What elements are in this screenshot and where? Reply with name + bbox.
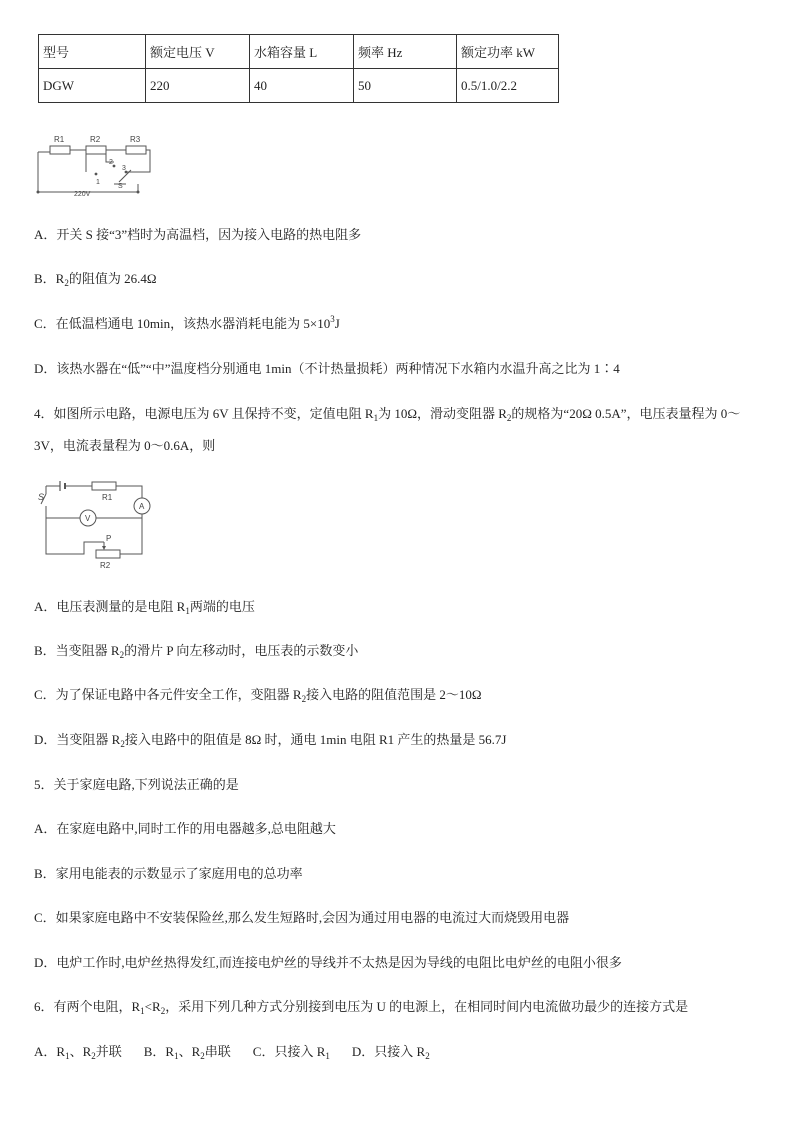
q6-option-a (34, 1044, 122, 1059)
q4-stem-sub: 2 (506, 413, 512, 423)
q4-option-d-post: 接入电路中的阻值是 8Ω 时，通电 1min 电阻 R1 产生的热量是 56.7J (124, 732, 507, 747)
q3-option-c-pre: C．在低温档通电 10min，该热水器消耗电能为 5×10 (34, 316, 331, 331)
table-row (39, 69, 559, 103)
q5-stem: 5．关于家庭电路,下列说法正确的是 (34, 777, 239, 792)
table-header-cell: 型号 (39, 35, 146, 69)
q4-option-a-post: 两端的电压 (189, 599, 255, 614)
table-cell: 50 (354, 69, 457, 103)
q4-option-c-post: 接入电路的阻值范围是 2～10Ω (306, 687, 482, 702)
circuit-diagram-rheostat (36, 478, 158, 572)
q3-option-c-sup: 3 (330, 314, 335, 324)
r1-label: R1 (102, 493, 113, 502)
q6-option-a-mid: 、R (69, 1044, 92, 1059)
q4-option-d-sub: 2 (120, 739, 125, 749)
r1-label: R1 (54, 135, 65, 144)
table-cell: 40 (250, 69, 354, 103)
q6-option-c-pre: C．只接入 R (252, 1044, 326, 1059)
q3-option-b-post: 的阻值为 26.4Ω (68, 271, 157, 286)
q6-stem-part: ，采用下列几种方式分别接到电压为 U 的电源上，在相同时间内电流做功最少的连接方式是 (165, 999, 689, 1014)
q6-option-c-sub: 1 (325, 1051, 330, 1061)
table-cell: DGW (39, 69, 146, 103)
q6-option-b-pre: B．R (143, 1044, 175, 1059)
q4-option-b-pre: B．当变阻器 R (34, 643, 120, 658)
q6-option-d (352, 1044, 430, 1059)
q3-option-a: A．开关 S 接“3”档时为高温档，因为接入电路的热电阻多 (34, 227, 362, 242)
table-header-cell: 额定功率 kW (457, 35, 559, 69)
voltage-label: 220V (74, 191, 91, 198)
q6-option-b (144, 1044, 231, 1059)
q4-option-a (34, 598, 255, 616)
q4-option-a-pre: A．电压表测量的是电阻 R (34, 599, 186, 614)
q6-option-a-sub: 1 (65, 1051, 70, 1061)
q4-option-d (34, 731, 506, 749)
q5-option-c: C．如果家庭电路中不安装保险丝,那么发生短路时,会因为通过用电器的电流过大而烧毁用电器 (34, 910, 570, 925)
q4-stem (34, 398, 764, 462)
r2-label: R2 (100, 561, 111, 570)
voltmeter-icon: V (85, 514, 91, 523)
switch-label: S (118, 183, 123, 190)
q3-option-c (34, 315, 340, 333)
slider-p-label: P (106, 534, 112, 543)
q5-option-d: D．电炉工作时,电炉丝热得发红,而连接电炉丝的导线并不太热是因为导线的电阻比电炉丝的电阻小很多 (34, 955, 622, 970)
q6-stem-part: 6．有两个电阻，R (34, 999, 141, 1014)
ammeter-icon: A (139, 502, 145, 511)
q3-option-c-post: J (334, 316, 340, 331)
q4-option-c-pre: C．为了保证电路中各元件安全工作，变阻器 R (34, 687, 302, 702)
q4-option-d-pre: D．当变阻器 R (34, 732, 121, 747)
q4-stem-sub: 1 (373, 413, 379, 423)
q3-option-d: D．该热水器在“低”“中”温度档分别通电 1min（不计热量损耗）两种情况下水箱内水温升高之比为 1∶4 (34, 361, 620, 376)
q6-option-a-post: 并联 (95, 1044, 122, 1059)
q4-option-b-post: 的滑片 P 向左移动时，电压表的示数变小 (124, 643, 359, 658)
table-header-cell: 水箱容量 L (250, 35, 354, 69)
circuit-diagram-heater (34, 126, 156, 198)
q6-options (34, 1043, 430, 1061)
q6-stem-sub: 2 (160, 1006, 166, 1016)
q3-option-b (34, 270, 157, 288)
q4-option-b-sub: 2 (119, 650, 125, 660)
terminal-1-label: 1 (96, 179, 100, 186)
table-header-row (39, 35, 559, 69)
r2-label: R2 (90, 135, 101, 144)
q4-option-c-sub: 2 (301, 694, 307, 704)
r3-label: R3 (130, 135, 141, 144)
q6-option-a-pre: A．R (34, 1044, 66, 1059)
q6-option-d-pre: D．只接入 R (351, 1044, 426, 1059)
terminal-3-label: 3 (122, 165, 126, 172)
terminal-2-label: 2 (109, 159, 113, 166)
q6-option-b-sub: 2 (200, 1051, 205, 1061)
table-header-cell: 额定电压 V (146, 35, 250, 69)
q6-option-b-post: 串联 (204, 1044, 231, 1059)
q6-stem-part: <R (144, 999, 161, 1014)
q4-stem-part: 4．如图所示电路，电源电压为 6V 且保持不变，定值电阻 R (34, 406, 374, 421)
spec-table (38, 34, 559, 103)
table-header-cell: 频率 Hz (354, 35, 457, 69)
q6-stem-sub: 1 (140, 1006, 145, 1016)
q4-option-b (34, 642, 358, 660)
q4-option-c (34, 686, 482, 704)
q4-stem-part: 为 10Ω，滑动变阻器 R (378, 406, 507, 421)
q6-option-b-sub: 1 (174, 1051, 179, 1061)
q6-stem (34, 998, 688, 1016)
q3-option-b-pre: B．R (34, 271, 65, 286)
q4-stem-part: 的规格为“20Ω 0.5A”，电压表量程为 0～3V，电流表量程为 0～0.6A，则 (34, 406, 741, 453)
q5-option-b: B．家用电能表的示数显示了家庭用电的总功率 (34, 866, 303, 881)
table-cell: 0.5/1.0/2.2 (457, 69, 559, 103)
q4-option-a-sub: 1 (185, 606, 190, 616)
q6-option-d-sub: 2 (425, 1051, 430, 1061)
q6-option-a-sub: 2 (91, 1051, 96, 1061)
q5-option-a: A．在家庭电路中,同时工作的用电器越多,总电阻越大 (34, 821, 336, 836)
table-cell: 220 (146, 69, 250, 103)
q3-option-b-sub: 2 (64, 278, 69, 288)
switch-s-label: S (38, 492, 45, 502)
q6-option-c (253, 1044, 330, 1059)
q6-option-b-mid: 、R (178, 1044, 201, 1059)
